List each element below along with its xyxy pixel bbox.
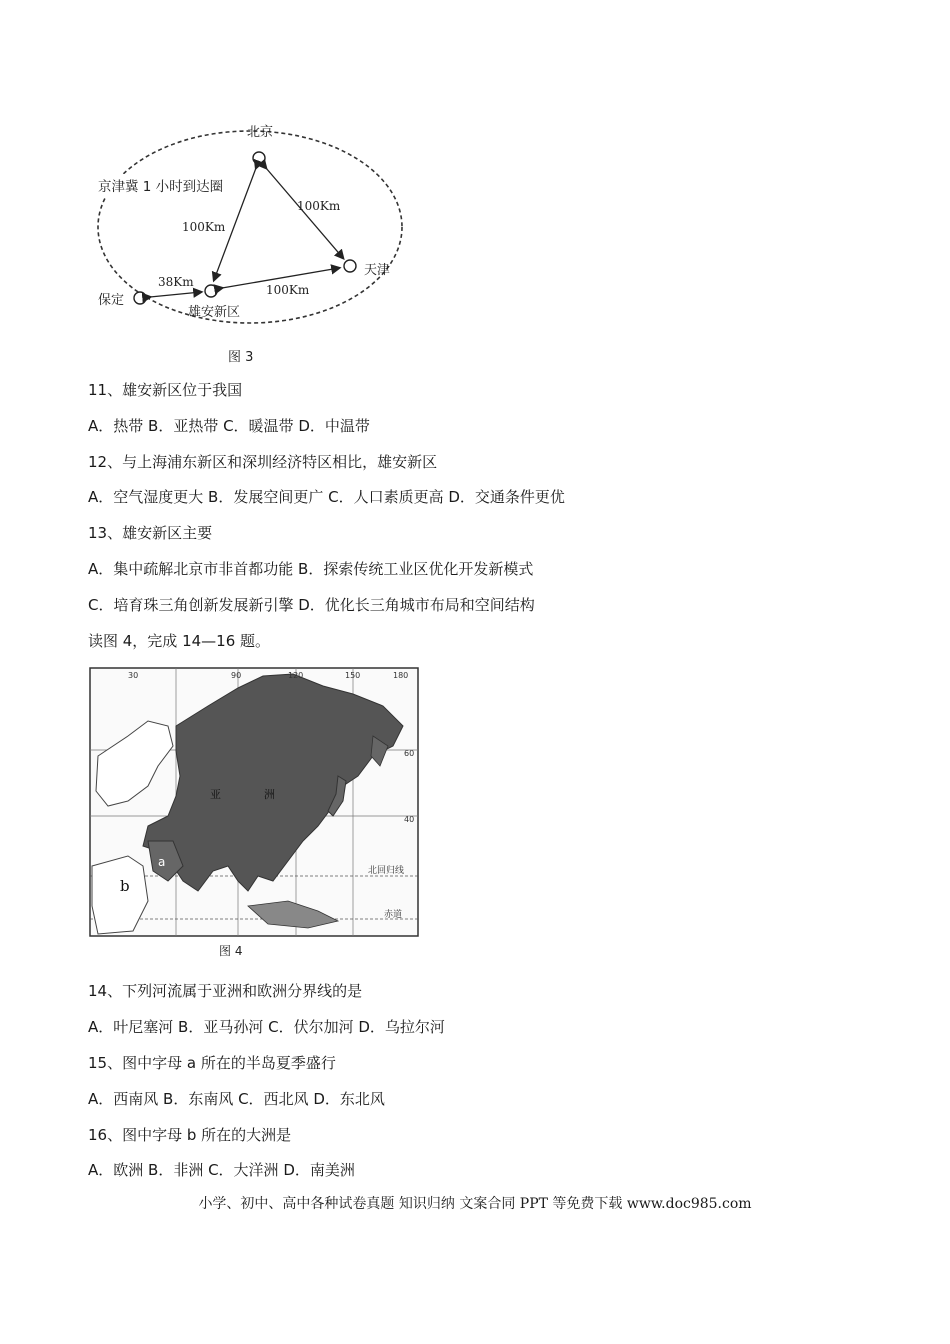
tianjin-marker <box>344 260 356 272</box>
letter-b: b <box>120 877 130 895</box>
dist-bj-tj: 100Km <box>297 199 341 213</box>
q15-stem: 15、图中字母 a 所在的半岛夏季盛行 <box>88 1054 336 1072</box>
lon-label-90: 90 <box>231 671 242 680</box>
q13-stem: 13、雄安新区主要 <box>88 524 213 542</box>
page-footer: 小学、初中、高中各种试卷真题 知识归纳 文案合同 PPT 等免费下载 www.doc985.com <box>198 1196 752 1212</box>
lat-label-60: 60 <box>404 749 415 758</box>
dist-xa-tj: 100Km <box>266 283 310 297</box>
asia-char-zhou: 洲 <box>264 788 275 801</box>
baoding-label: 保定 <box>98 293 125 308</box>
lon-label-180: 180 <box>393 671 409 680</box>
lon-label-30: 30 <box>128 671 139 680</box>
lon-label-150: 150 <box>345 671 361 680</box>
figure4-caption: 图 4 <box>219 944 243 958</box>
tropic-label: 北回归线 <box>368 866 405 876</box>
xiongan-marker <box>205 285 217 297</box>
q11-stem: 11、雄安新区位于我国 <box>88 381 243 399</box>
tianjin-label: 天津 <box>364 263 391 278</box>
q14-stem: 14、下列河流属于亚洲和欧洲分界线的是 <box>88 982 363 1000</box>
q16-options: A．欧洲 B．非洲 C．大洋洲 D．南美洲 <box>88 1161 355 1179</box>
lon-label-120: 120 <box>288 671 304 680</box>
q13-options-ab: A．集中疏解北京市非首都功能 B．探索传统工业区优化开发新模式 <box>88 560 534 578</box>
baoding-marker <box>134 292 146 304</box>
dist-bj-xa: 100Km <box>182 220 226 234</box>
beijing-label: 北京 <box>247 125 274 140</box>
figure3-caption: 图 3 <box>228 350 254 365</box>
q14-options: A．叶尼塞河 B．亚马孙河 C．伏尔加河 D．乌拉尔河 <box>88 1018 445 1036</box>
circle-label: 京津冀 1 小时到达圈 <box>98 179 224 195</box>
q12-options: A．空气湿度更大 B．发展空间更广 C．人口素质更高 D．交通条件更优 <box>88 488 565 506</box>
asia-map <box>88 666 424 960</box>
q11-options: A．热带 B．亚热带 C．暖温带 D．中温带 <box>88 417 370 435</box>
intro-14-16: 读图 4，完成 14—16 题。 <box>88 632 271 650</box>
equator-label: 赤道 <box>384 910 403 920</box>
asia-char-ya: 亚 <box>210 788 221 801</box>
dist-bd-xa: 38Km <box>158 275 194 289</box>
q13-options-cd: C．培育珠三角创新发展新引擎 D．优化长三角城市布局和空间结构 <box>88 596 535 614</box>
xiongan-label: 雄安新区 <box>188 305 241 320</box>
jingjinji-diagram <box>90 118 410 370</box>
lat-label-40: 40 <box>404 815 415 824</box>
arrow-bd-xa <box>150 292 201 297</box>
q12-stem: 12、与上海浦东新区和深圳经济特区相比，雄安新区 <box>88 453 438 471</box>
letter-a: a <box>158 855 166 869</box>
q15-options: A．西南风 B．东南风 C．西北风 D．东北风 <box>88 1090 385 1108</box>
q16-stem: 16、图中字母 b 所在的大洲是 <box>88 1126 292 1144</box>
figure-4 <box>88 666 424 960</box>
figure-3 <box>90 118 410 370</box>
arrow-bj-tj <box>266 168 343 258</box>
beijing-marker <box>253 152 265 164</box>
